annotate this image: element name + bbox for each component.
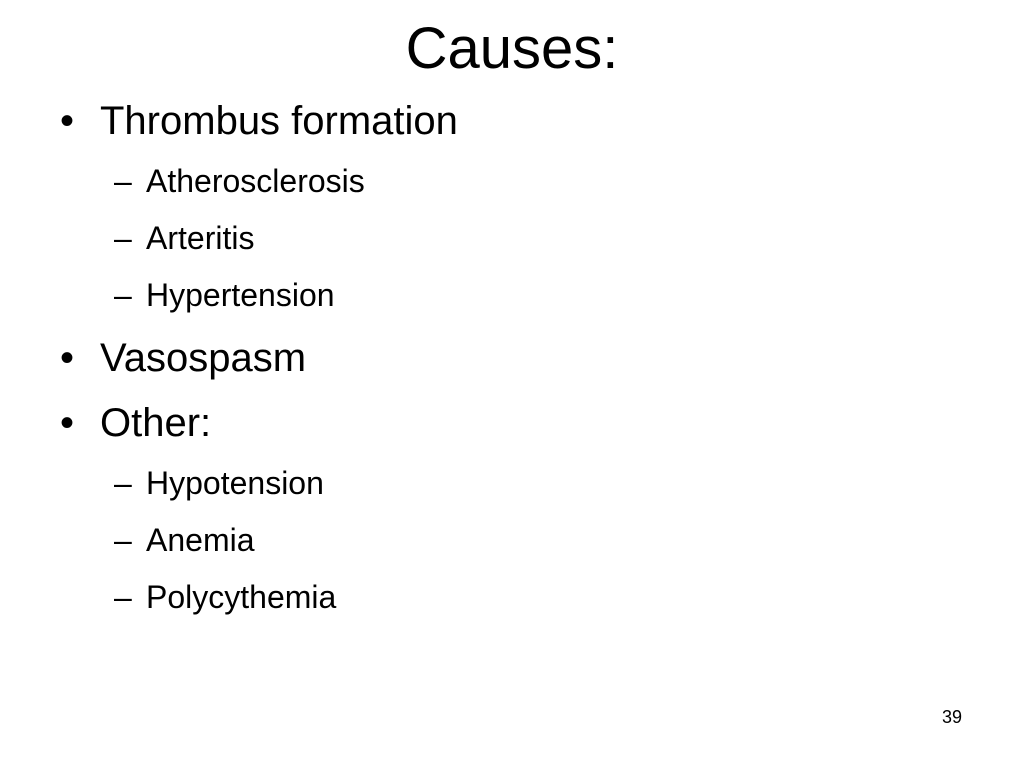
dash-marker: – [114, 465, 132, 501]
sub-bullet-item [114, 276, 335, 314]
dash-marker: – [114, 277, 132, 313]
sub-bullet-item [114, 162, 365, 200]
sub-bullet-text: Atherosclerosis [146, 163, 365, 199]
page-number: 39 [941, 707, 962, 727]
dash-marker: – [114, 220, 132, 256]
bullet-marker: • [60, 336, 75, 380]
sub-bullet-text: Anemia [146, 522, 255, 558]
dash-marker: – [114, 522, 132, 558]
sub-bullet-item [114, 219, 254, 257]
dash-marker: – [114, 579, 132, 615]
sub-bullet-text: Hypertension [146, 277, 335, 313]
sub-bullet-text: Hypotension [146, 465, 324, 501]
sub-bullet-text: Arteritis [146, 220, 255, 256]
sub-bullet-item [114, 578, 336, 616]
bullet-marker: • [60, 401, 75, 445]
bullet-item [60, 334, 306, 382]
bullet-text: Other: [100, 401, 212, 445]
sub-bullet-item [114, 464, 324, 502]
sub-bullet-text: Polycythemia [146, 579, 337, 615]
bullet-item [60, 399, 211, 447]
slide-title: Causes: [405, 16, 619, 81]
bullet-text: Thrombus formation [100, 99, 458, 143]
bullet-item [60, 97, 458, 145]
sub-bullet-item [114, 521, 255, 559]
bullet-text: Vasospasm [100, 336, 307, 380]
dash-marker: – [114, 163, 132, 199]
bullet-marker: • [60, 99, 75, 143]
